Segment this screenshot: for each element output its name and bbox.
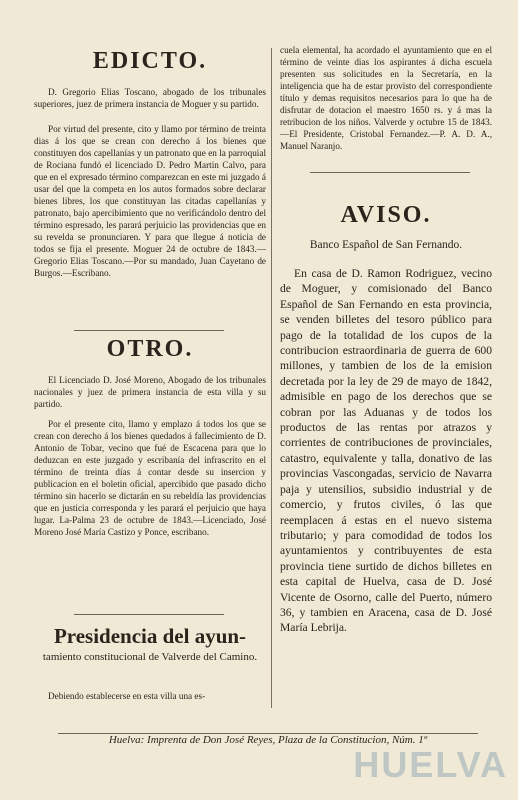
printer-footer: Huelva: Imprenta de Don José Reyes, Plaza de la Constitucion, Núm. 1º (108, 734, 428, 746)
presidencia-title: Presidencia del ayun- (53, 624, 247, 648)
presidencia-body: Debiendo establecerse en esta villa una es- (48, 691, 206, 701)
escuela-continuation: cuela elemental, ha acordado el ayuntamiento que en el término de veinte dias los aspirantes á dicha escuela presenten sus solicitudes en la Secretaría, en la inteligencia que ha de estar provisto del correspondiente título y demas requisitos necesarios para lo que ha de disfrutar de dotacion el maestro 1650 rs. y á mas la retribucion de los niños. Valverde y octubre 15 de 1843.—El Presidente, Cristobal Fernandez.—P. A. D. A., Manuel Naranjo. (280, 45, 492, 151)
section-rule (74, 614, 224, 615)
edicto-body: Por virtud del presente, cito y llamo por término de treinta dias á los que se crean con derecho á los bienes que constituyen dos capellanías y un patronato que en la parroquial de Rociana fundó el licenciado D. Pedro Martin Calvo, para que en el expresado término comparezcan en este mi juzgado á usar del que la competa en los autos formados sobre declarar bienes libres, los que constituyan las citadas capellanías y patronato, bajo apercibimiento que no verificándolo dentro del término espresado, les parará perjuicio las providencias que en su revelda se pronunciaren. Y para que llegue á noticia de todos se fija el presente. Moguer 24 de octubre de 1843.—Gregorio Elias Toscano.—Por su mandado, Juan Cayetano de Burgos.—Escribano. (34, 124, 266, 278)
otro-intro: El Licenciado D. José Moreno, Abogado de los tribunales nacionales y juez de primera instancia de esta villa y su partido. (34, 375, 266, 409)
column-divider (271, 48, 272, 708)
section-rule (74, 330, 224, 331)
section-rule (310, 172, 470, 173)
aviso-subtitle: Banco Español de San Fernando. (309, 239, 463, 251)
edicto-intro: D. Gregorio Elias Toscano, abogado de los tribunales superiores, juez de primera instancia de Moguer y su partido. (34, 87, 266, 109)
huelva-watermark (308, 744, 508, 784)
edicto-title: EDICTO. (92, 48, 208, 74)
aviso-body: En casa de D. Ramon Rodriguez, vecino de Moguer, y comisionado del Banco Español de San Fernando en esta provincia, se venden billetes del tesoro público para pago de la totalidad de los cupos de la contribucion estraordinaria de guerra de 600 millones, y tambien de los de la emision decretada por la ley de 29 de mayo de 1842, admisible en pago de los derechos que se cobran por las Aduanas y de todos los productos de las rentas por atrazos y corrientes de contribuciones de provinciales, catastro, equivalente y talla, donativo de las provincias Vascongadas, servicio de Navarra paja y utensilios, subsidio industrial y de comercio, y frutos civiles, ó las que reemplacen á estas en el nuevo sistema tributario; y para comodidad de todos los ayuntamientos y contribuyentes de esta provincia tiene surtido de dichos billetes en esta capital de Huelva, casa de D. José Vicente de Osorno, calle del Puerto, número 36, y tambien en Aracena, casa de D. José María Lebrija. (280, 267, 492, 635)
aviso-title: AVISO. (340, 202, 432, 228)
presidencia-subtitle: tamiento constitucional de Valverde del Camino. (42, 651, 258, 663)
otro-body: Por el presente cito, llamo y emplazo á todos los que se crean con derecho á los bienes quedados á fallecimiento de D. Antonio de Tobar, vecino que fué de Escacena para que lo deduzcan en este juzgado y escribanía del infrascrito en el término de treinta días á contar desde su insercion y publicacion en el boletin oficial, apercibido que pasado dicho término sin hacerlo se dictarán en su rebeldía las providencias que en justicia corresponda y les parará el perjuicio que haya lugar. La-Palma 23 de octubre de 1843.—Licenciado, José Moreno José María Castizo y Ponce, escribano. (34, 419, 266, 537)
otro-title: OTRO. (106, 336, 194, 362)
watermark-text: HUELVA (353, 744, 508, 785)
